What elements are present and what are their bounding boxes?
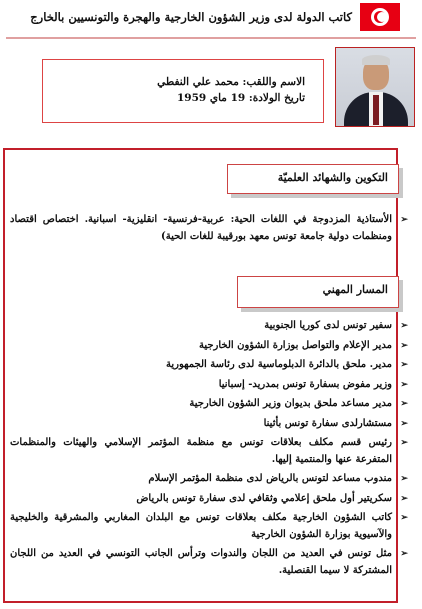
arrow-bullet-icon: ➢ — [400, 321, 408, 331]
list-item: ➢ كاتب الشؤون الخارجية مكلف بعلاقات تونس مع البلدان المغاربي والمشرقية والخليجية والآسيوية بوزارة الشؤون الخارجية — [10, 512, 408, 540]
arrow-bullet-icon: ➢ — [400, 513, 408, 523]
list-item: ➢ سكريتير أول ملحق إعلامي وثقافي لدى سفارة تونس بالرياض — [10, 491, 408, 508]
career-list — [10, 318, 408, 582]
arrow-bullet-icon: ➢ — [400, 340, 408, 351]
arrow-bullet-icon: ➢ — [400, 493, 408, 504]
arrow-bullet-icon: ➢ — [400, 549, 408, 559]
section-title-education: التكوين والشهائد العلميّة — [227, 164, 399, 194]
arrow-bullet-icon: ➢ — [400, 379, 408, 390]
header-divider — [6, 37, 416, 39]
arrow-bullet-icon: ➢ — [400, 438, 408, 448]
arrow-bullet-icon: ➢ — [400, 418, 408, 429]
birth-line: تاريخ الولادة: 19 ماي 1959 — [176, 92, 305, 104]
list-item: ➢ الأستاذية المزدوجة في اللغات الحية: عربية-فرنسية- انقليزية- اسبانية. اختصاص اقتصاد ومنظمات دولية جامعة تونس معهد بورقيبة للغات الحية) — [10, 214, 408, 242]
list-item: ➢ مدير. ملحق بالدائرة الدبلوماسية لدى رئاسة الجمهورية — [10, 357, 408, 374]
arrow-bullet-icon: ➢ — [400, 474, 408, 484]
list-item: ➢ مستشارلدى سفارة تونس بأثينا — [10, 416, 408, 433]
list-item: ➢ سفير تونس لدى كوريا الجنوبية — [10, 318, 408, 335]
page-title: كاتب الدولة لدى وزير الشؤون الخارجية والهجرة والتونسيين بالخارج — [30, 10, 352, 24]
list-item: ➢ مدير الإعلام والتواصل بوزارة الشؤون الخارجية — [10, 338, 408, 355]
list-item: ➢ مثل تونس في العديد من اللجان والندوات وترأس الجانب التونسي في العديد من اللجان المشتركة لا سيما القنصلية. — [10, 548, 408, 576]
education-list — [10, 212, 408, 245]
arrow-bullet-icon: ➢ — [400, 360, 408, 370]
name-line: الاسم واللقب: محمد علي النفطي — [157, 76, 305, 88]
list-item: ➢ مندوب مساعد لتونس بالرياض لدى منظمة المؤتمر الإسلام — [10, 471, 408, 488]
arrow-bullet-icon: ➢ — [400, 215, 408, 225]
list-item: ➢ وزير مفوض بسفارة تونس بمدريد- إسبانيا — [10, 377, 408, 394]
profile-photo — [335, 47, 415, 127]
list-item: ➢ مدير مساعد ملحق بديوان وزير الشؤون الخارجية — [10, 396, 408, 413]
list-item: ➢ رئيس قسم مكلف بعلاقات تونس مع منظمة المؤتمر الإسلامي والهيئات والمنظمات المتفرعة عنها والمنتمية إليها. — [10, 437, 408, 465]
profile-info-box — [42, 59, 324, 123]
arrow-bullet-icon: ➢ — [400, 399, 408, 409]
section-title-career: المسار المهني — [237, 276, 399, 308]
tunisia-flag-icon — [360, 3, 400, 31]
